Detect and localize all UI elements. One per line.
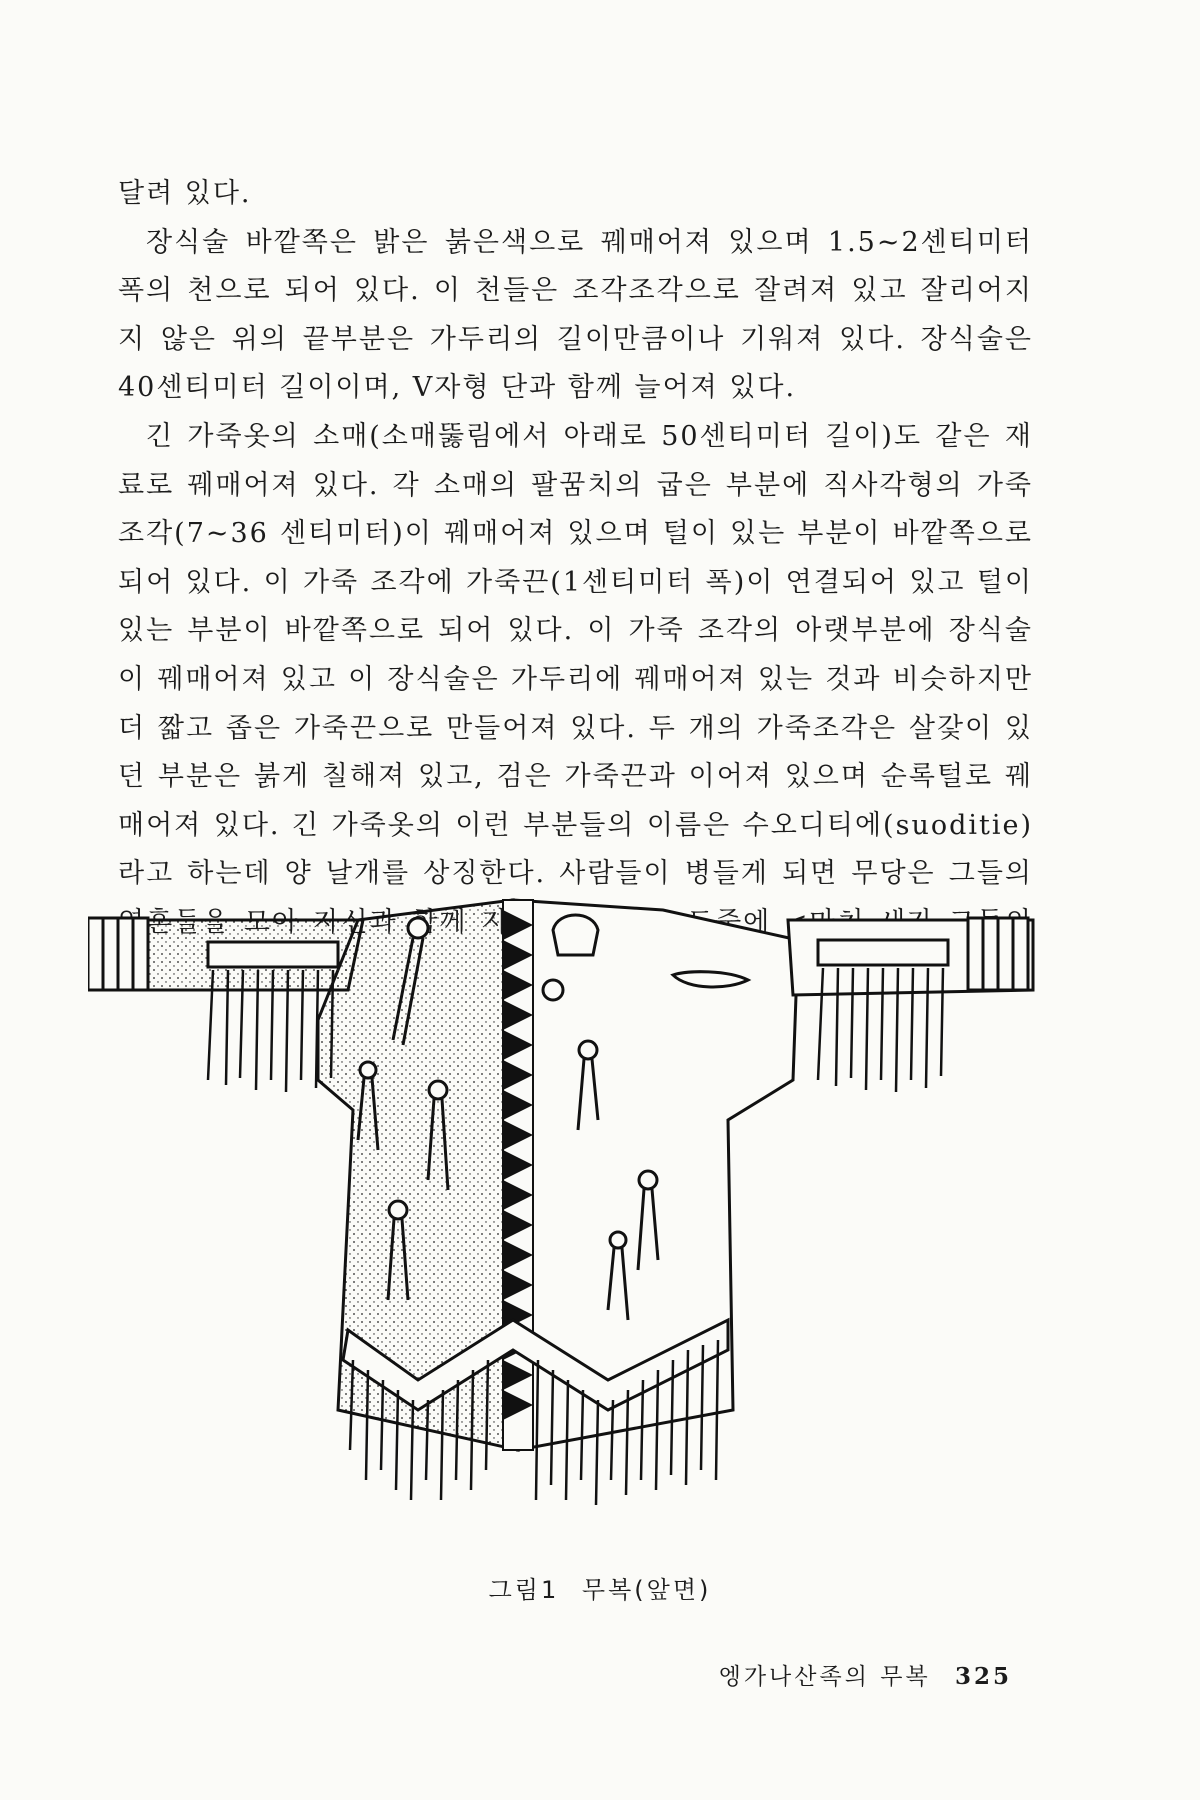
paragraph-fringe: 장식술 바깥쪽은 밝은 붉은색으로 꿰매어져 있으며 1.5~2센티미터 폭의 천으로 되어 있다. 이 천들은 조각조각으로 잘려져 있고 잘리어지지 않은 위의 끝부분은 가두리의 길이만큼이나 기워져 있다. 장식술은 40센티미터 길이이며, V자형 단과 함께 늘어져 있다.: [118, 226, 1033, 404]
page-footer: [719, 1658, 1012, 1691]
front-zigzag-band: [503, 900, 533, 1450]
page-number: 325: [954, 1663, 1012, 1690]
running-title: 엥가나산족의 무복: [718, 1664, 931, 1690]
paragraph-continuation: 달려 있다.: [118, 178, 252, 209]
shaman-costume-illustration: [88, 880, 1048, 1570]
body-text: [118, 170, 1033, 996]
figure-caption: [0, 1570, 1200, 1605]
left-sleeve: [88, 918, 363, 990]
right-sleeve: [788, 918, 1033, 995]
figure-caption-label: 그림1: [488, 1576, 560, 1604]
paragraph-sleeves: 긴 가죽옷의 소매(소매뚫림에서 아래로 50센티미터 길이)도 같은 재료로 꿰매어져 있다. 각 소매의 팔꿈치의 굽은 부분에 직사각형의 가죽조각(7~36 센티미터)이 꿰매어져 있으며 털이 있는 부분이 바깥쪽으로 되어 있다. 이 가죽 조각에 가죽끈(1센티미터 폭)이 연결되어 있고 털이 있는 부분이 바깥쪽으로 되어 있다. 이 가죽 조각의 아랫부분에 장식술이 꿰매어져 있고 이 장식술은 가두리에 꿰매어져 있는 것과 비슷하지만 더 짧고 좁은 가죽끈으로 만들어져 있다. 두 개의 가죽조각은 살갗이 있던 부분은 붉게 칠해져 있고, 검은 가죽끈과 이어져 있으며 순록털로 꿰매어져 있다. 긴 가죽옷의 이런 부분들의 이름은 수오디티에(suoditie)라고 하는데 양 날개를 상징한다. 사람들이 병들게 되면 무당은 그들의 도중에: [118, 420, 1033, 938]
figure-caption-text: 무복(앞면): [581, 1576, 712, 1604]
